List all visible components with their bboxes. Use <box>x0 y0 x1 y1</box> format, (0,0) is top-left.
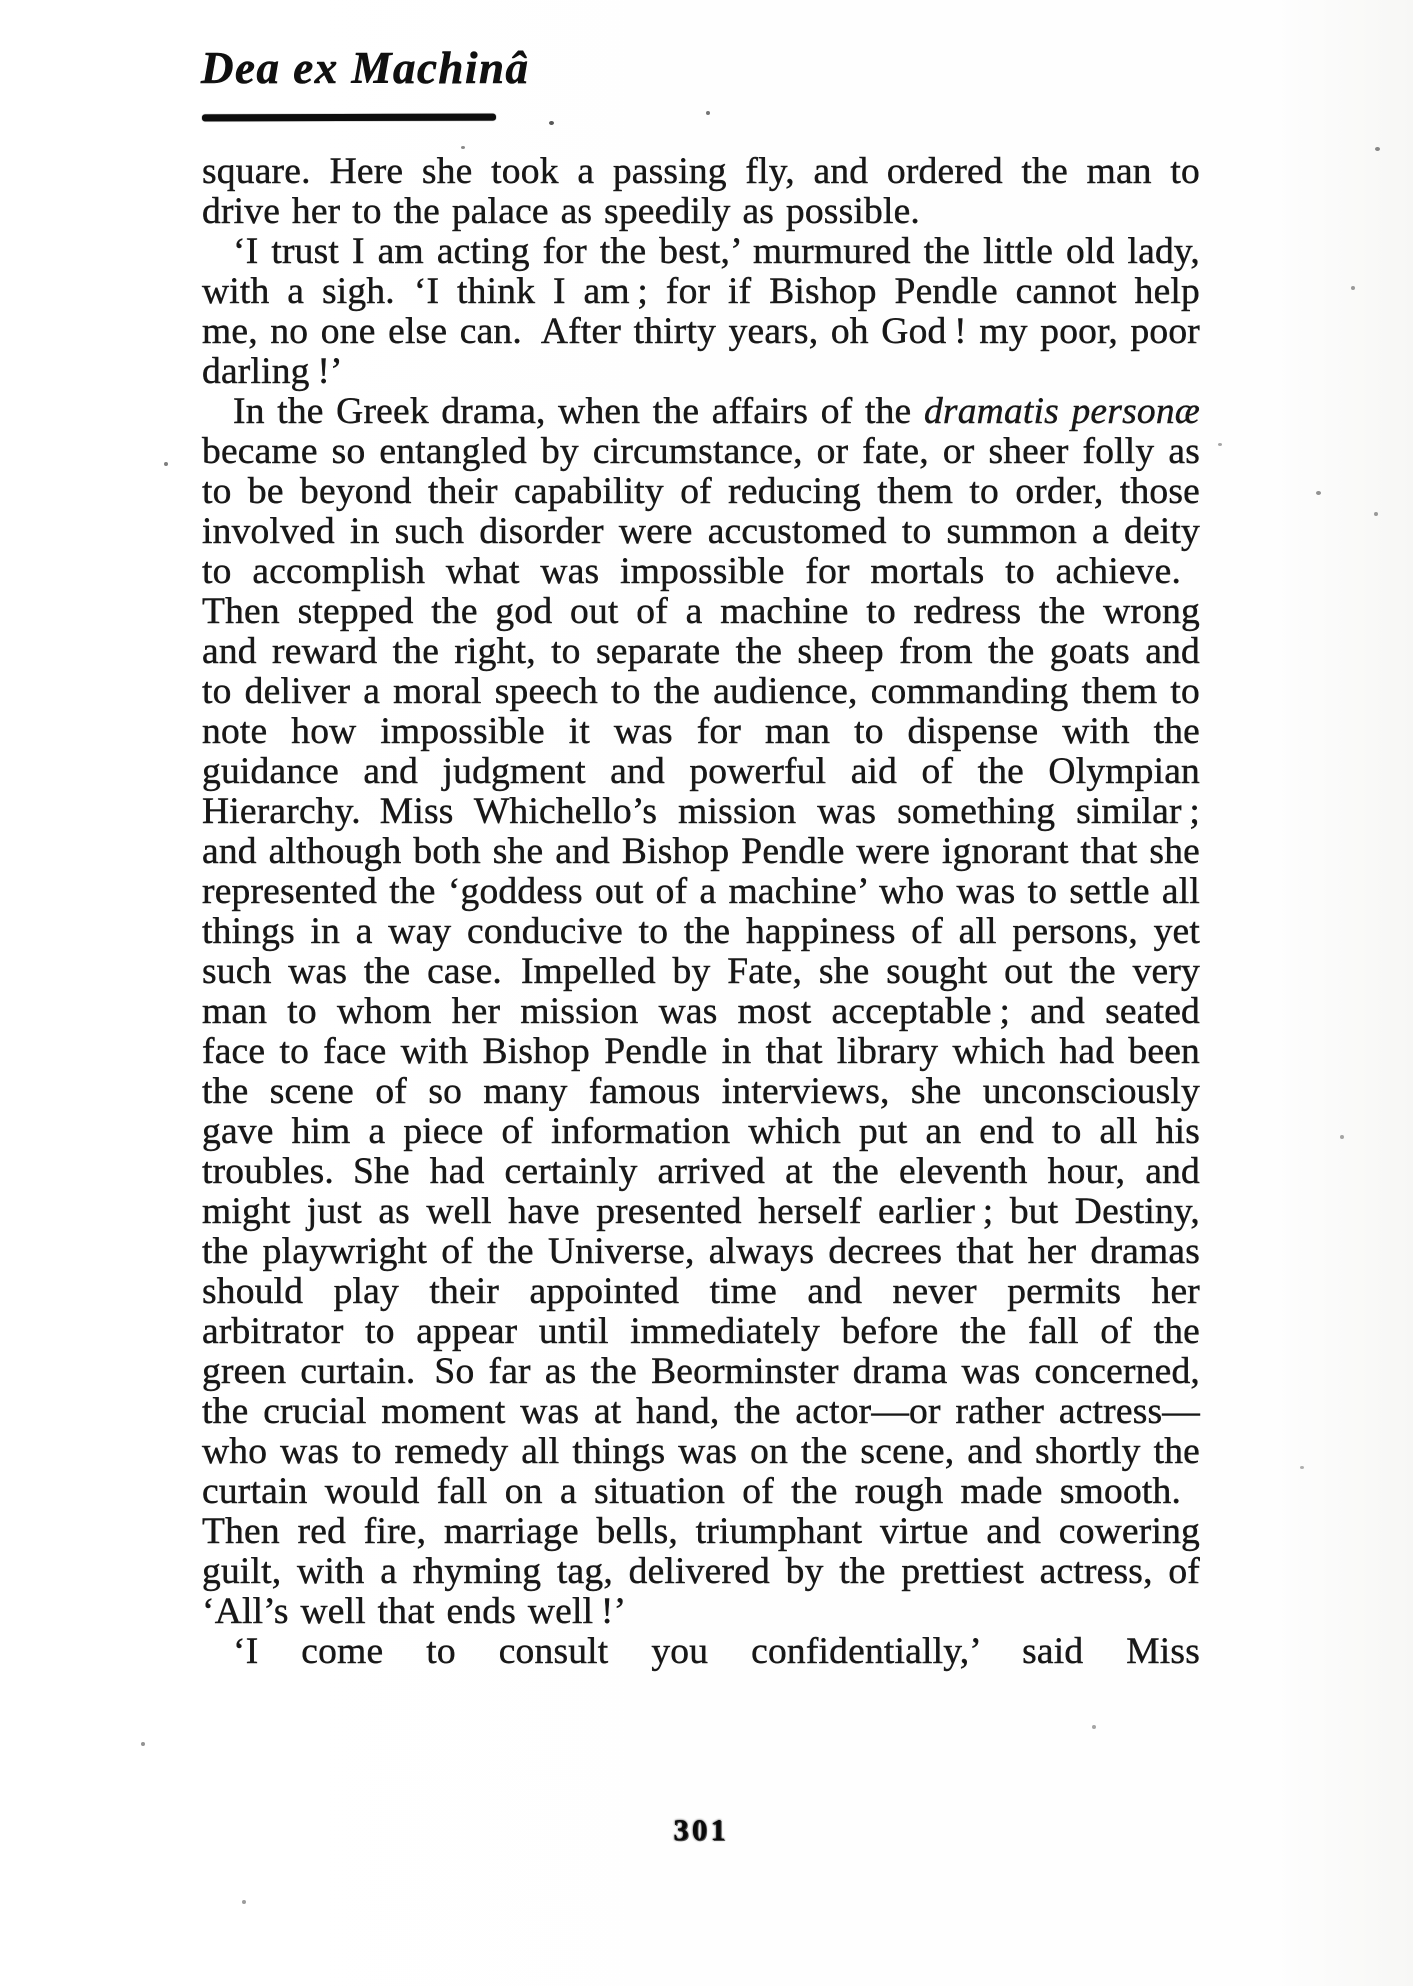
page-body <box>202 152 1200 1672</box>
paragraph-text: became so entangled by circumstance, or fate, or sheer folly as to be beyond their capability of reducing them to order, those involved in such disorder were accustomed to summon a deity to accomplish what was impossible for mortals to achieve. Then stepped the god out of a machine to redress the wrong and reward the right, to separate the sheep from the goats and to deliver a moral speech to the audience, commanding them to note how impossible it was for man to dispense with the guidance and judgment and powerful aid of the Olympian Hierarchy. Miss Whichello’s mission was something similar ; and although both she and Bishop Pendle were ignorant that she represented the ‘goddess out of a machine’ who was to settle all things in a way conducive to the happiness of all persons, yet such was the case. Impelled by Fate, she sought out the very man to whom her mission was most acceptable ; and seated face to face with Bishop Pendle in that library which had been the scene of so many famous interviews, she unconsciously gave him a piece of information which put an end to all his troubles. She had certainly arrived at the eleventh hour, and might just as well have presented herself earlier ; but Destiny, the playwright of the Universe, always decrees that her dramas should play their appointed time and never permits her arbitrator to appear until immediately before the fall of the green curtain. So far as the Beorminster drama was concerned, the crucial moment was at hand, the actor—or rather actress—who was to remedy all things was on the scene, and shortly the curtain would fall on a situation of the rough made smooth. Then red fire, marriage bells, triumphant virtue and cowering guilt, with a rhyming tag, delivered by the prettiest actress, of ‘All’s well that ends well !’ <box>202 431 1200 1632</box>
ink-speckle <box>1374 512 1378 516</box>
paragraph-text: ‘I trust I am acting for the best,’ murmured the little old lady, with a sigh. ‘I think I am ; for if Bishop Pendle cannot help me, no one else can. After thirty years, oh God ! my poor, poor darling !’ <box>202 231 1200 392</box>
paragraph-dialogue-start <box>202 1632 1200 1672</box>
ink-speckle <box>1316 491 1321 495</box>
paragraph-narrative <box>202 392 1200 1632</box>
ink-speckle <box>1300 1466 1304 1469</box>
ink-speckle <box>1092 1725 1096 1729</box>
page-number: 301 <box>673 1812 729 1847</box>
ink-speckle <box>461 146 465 149</box>
chapter-title: Dea ex Machinâ <box>201 43 530 93</box>
ink-speckle <box>164 462 168 466</box>
ink-speckle <box>1375 147 1380 151</box>
paragraph-text: square. Here she took a passing fly, and ordered the man to drive her to the palace as speedily as possible. <box>202 151 1200 232</box>
ink-speckle <box>1351 286 1355 290</box>
paragraph-text: In the Greek drama, when the affairs of the <box>233 391 924 432</box>
ink-speckle <box>141 1742 145 1746</box>
title-underline-rule <box>202 114 496 122</box>
ink-speckle <box>1218 443 1222 446</box>
ink-speckle <box>1340 1135 1344 1139</box>
paragraph-dialogue <box>202 232 1200 392</box>
ink-speckle <box>549 121 554 125</box>
ink-speckle <box>242 1900 246 1904</box>
ink-speckle <box>706 111 710 115</box>
paragraph-text: ‘I come to consult you confidentially,’ said Miss <box>233 1631 1200 1672</box>
italic-latin-phrase: dramatis personæ <box>923 391 1200 432</box>
paragraph-continuation <box>202 152 1200 232</box>
